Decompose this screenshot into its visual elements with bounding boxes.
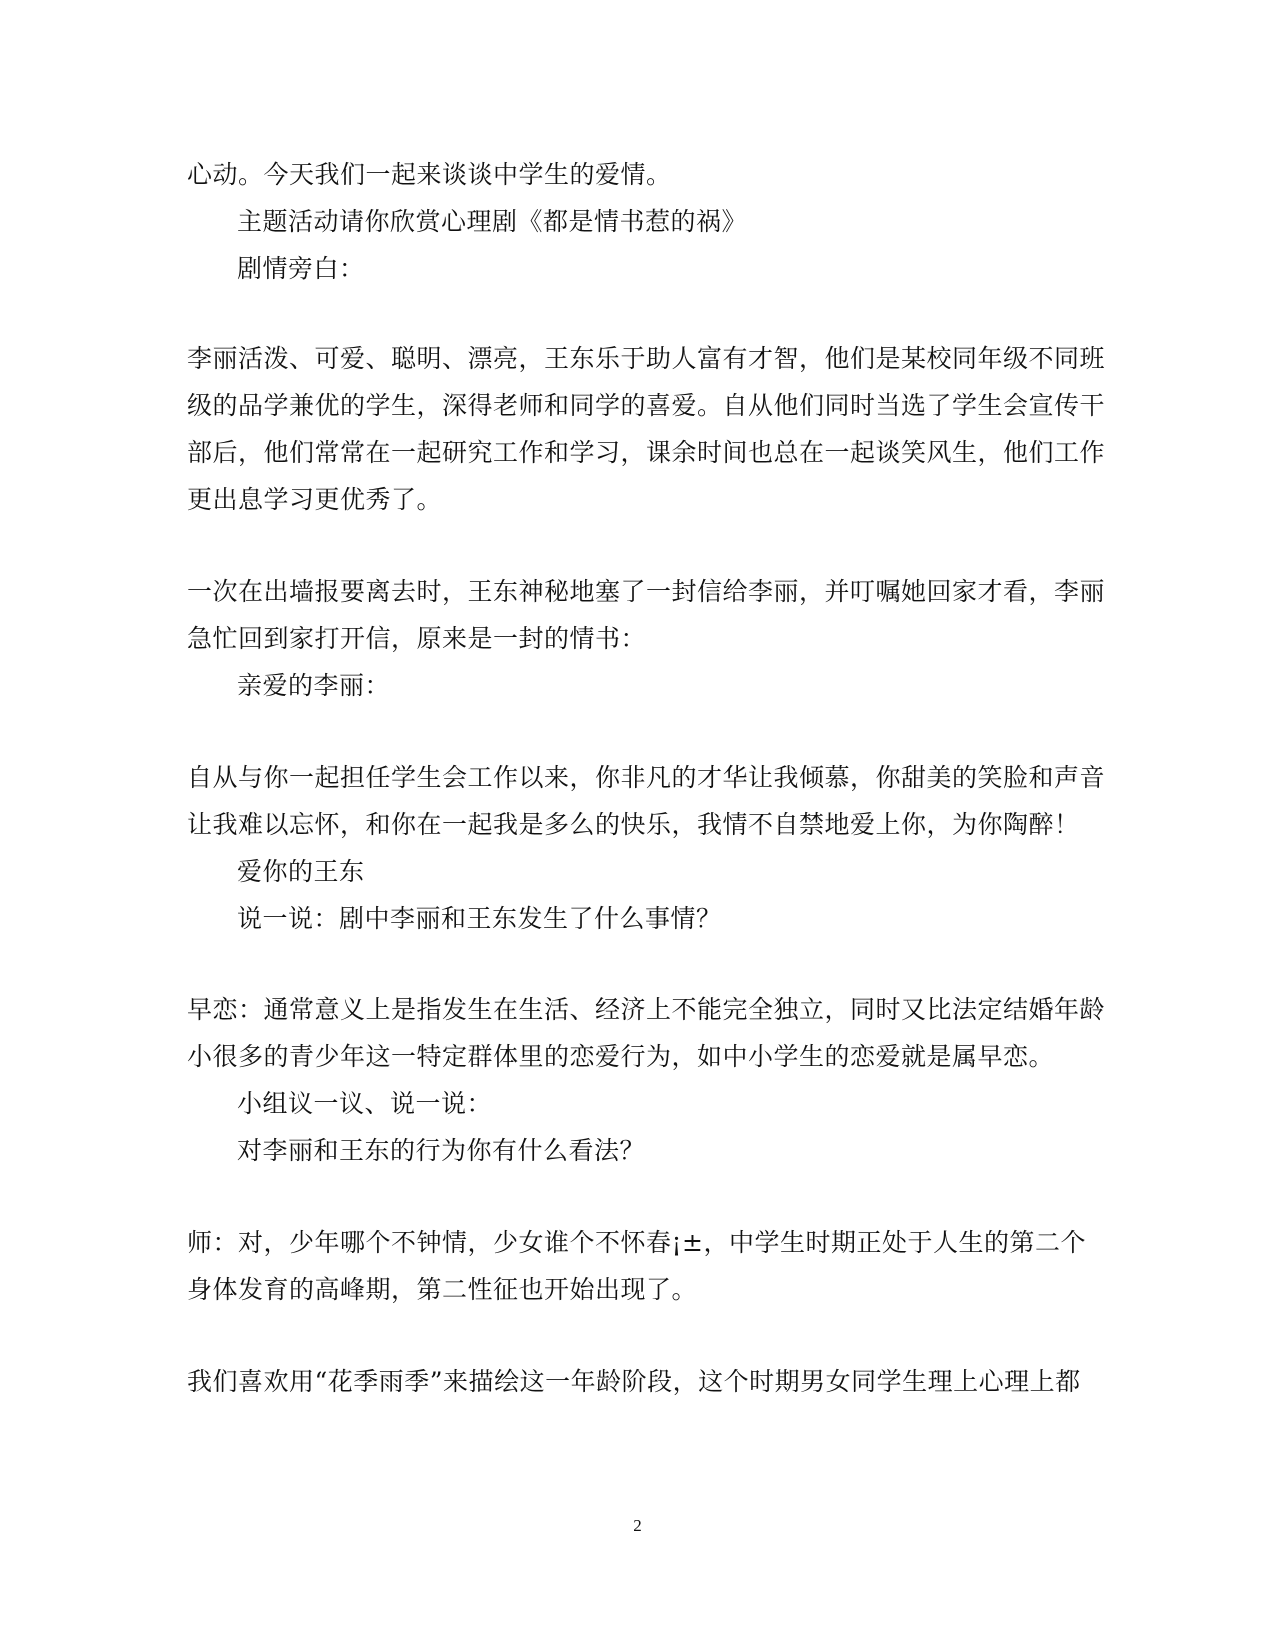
text-line: 早恋：通常意义上是指发生在生活、经济上不能完全独立，同时又比法定结婚年龄 [187, 995, 1106, 1024]
text-line: 说一说：剧中李丽和王东发生了什么事情？ [237, 904, 722, 933]
text-line: 我们喜欢用“花季雨季”来描绘这一年龄阶段，这个时期男女同学生理上心理上都 [187, 1367, 1081, 1396]
text-line: 部后，他们常常在一起研究工作和学习，课余时间也总在一起谈笑风生，他们工作 [187, 438, 1106, 467]
text-line: 爱你的王东 [237, 857, 365, 886]
text-line: 级的品学兼优的学生，深得老师和同学的喜爱。自从他们同时当选了学生会宣传干 [187, 391, 1106, 420]
text-line: 更出息学习更优秀了。 [187, 485, 443, 514]
text-line: 身体发育的高峰期，第二性征也开始出现了。 [187, 1275, 698, 1304]
text-line: 亲爱的李丽： [237, 671, 391, 700]
text-line: 对李丽和王东的行为你有什么看法？ [237, 1136, 646, 1165]
text-line: 小很多的青少年这一特定群体里的恋爱行为，如中小学生的恋爱就是属早恋。 [187, 1042, 1055, 1071]
text-line: 让我难以忘怀，和你在一起我是多么的快乐，我情不自禁地爱上你，为你陶醉！ [187, 810, 1080, 839]
text-line: 师：对，少年哪个不钟情，少女谁个不怀春¡±，中学生时期正处于人生的第二个 [187, 1228, 1086, 1257]
text-line: 主题活动请你欣赏心理剧《都是情书惹的祸》 [237, 207, 748, 236]
text-line: 剧情旁白： [237, 254, 365, 283]
text-line: 一次在出墙报要离去时，王东神秘地塞了一封信给李丽，并叮嘱她回家才看，李丽 [187, 577, 1106, 606]
text-line: 心动。今天我们一起来谈谈中学生的爱情。 [187, 160, 672, 189]
text-line: 小组议一议、说一说： [237, 1089, 493, 1118]
text-line: 李丽活泼、可爱、聪明、漂亮，王东乐于助人富有才智，他们是某校同年级不同班 [187, 344, 1106, 373]
page-number: 2 [633, 1516, 642, 1535]
text-line: 急忙回到家打开信，原来是一封的情书： [187, 624, 647, 653]
text-line: 自从与你一起担任学生会工作以来，你非凡的才华让我倾慕，你甜美的笑脸和声音 [187, 763, 1106, 792]
